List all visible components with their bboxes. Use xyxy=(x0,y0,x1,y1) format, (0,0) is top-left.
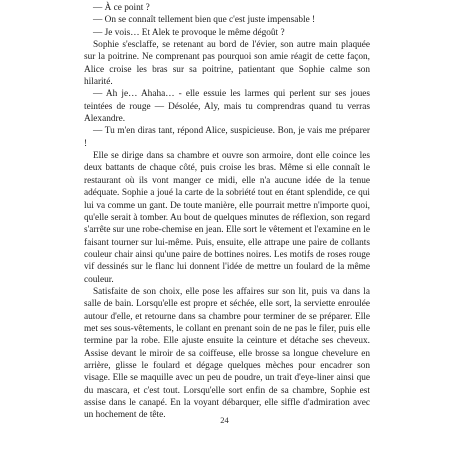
dialogue-line: — À ce point ? xyxy=(93,3,150,13)
dialogue-line: — On se connaît tellement bien que c'est juste impensable ! xyxy=(93,15,316,26)
page-number: 24 xyxy=(220,415,229,425)
dialogue-line: — Ah je… Ahaha… - elle essuie les larmes qui perlent sur ses joues teintées de rouge — Désolée, Aly, mais tu comprendras quand tu verras Alexandre. xyxy=(84,89,370,125)
dialogue-line: — Tu m'en diras tant, répond Alice, suspicieuse. Bon, je vais me préparer ! xyxy=(84,126,370,149)
paragraph: Sophie s'esclaffe, se retenant au bord de l'évier, son autre main plaquée sur la poitrine. Ne comprenant pas pourquoi son amie réagit de cette façon, Alice croise les bras sur sa poitrine, patientant que Sophie calme son hilarité. xyxy=(84,40,370,88)
body-text xyxy=(84,2,370,422)
dialogue-line: — Je vois… Et Alek te provoque le même dégoût ? xyxy=(93,27,285,38)
paragraph: Elle se dirige dans sa chambre et ouvre son armoire, dont elle coince les deux battants de chaque côté, puis croise les bras. Même si elle connaît le restaurant où ils vont manger ce midi, elle n'a aucune idée de la tenue adéquate. Sophie a joué la carte de la sobriété tout en étant splendide, ce qui lui va comme un gant. De toute manière, elle pourrait mettre n'importe quoi, qu'elle serait à tomber. Au bout de quelques minutes de réflexion, son regard s'arrête sur une robe-chemise en jean. Elle sort le vêtement et l'examine en le faisant tourner sur lui-même. Puis, ensuite, elle attrape une paire de collants couleur chair ainsi qu'une paire de bottines noires. Les motifs de roses rouge vif dessinés sur le flanc lui donnent l'idée de mettre un foulard de la même couleur. xyxy=(84,151,370,285)
paragraph: Satisfaite de son choix, elle pose les affaires sur son lit, puis va dans la salle de bain. Lorsqu'elle est propre et séchée, elle sort, la serviette enroulée autour d'elle, et retourne dans sa chambre pour terminer de se préparer. Elle met ses sous-vêtements, le collant en prenant soin de ne pas le filer, puis elle termine par la robe. Elle ajuste ensuite la ceinture et détache ses cheveux. Assise devant le miroir de sa coiffeuse, elle brosse sa longue chevelure en arrière, glisse le foulard et dégage quelques mèches pour encadrer son visage. Elle se maquille avec un peu de poudre, un trait d'eye-liner ainsi que du mascara, et c'est tout. Lorsqu'elle sort enfin de sa chambre, Sophie est assise dans le canapé. En la voyant débarquer, elle siffle d'admiration avec un hochement de tête. xyxy=(84,286,370,421)
